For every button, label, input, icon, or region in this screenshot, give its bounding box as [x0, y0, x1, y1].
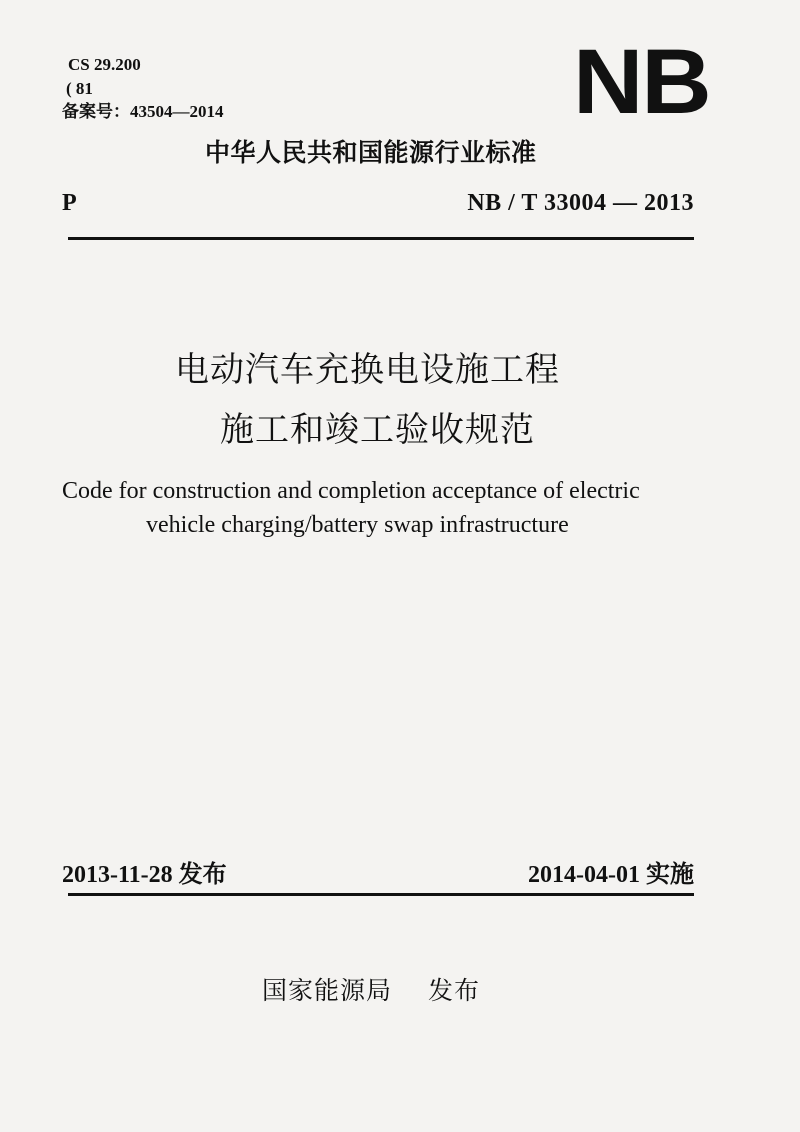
publisher-line [262, 971, 480, 1007]
classification-mark: P [62, 190, 77, 216]
publisher-action: 发布 [428, 976, 481, 1005]
ccs-code: ( 81 [66, 79, 93, 98]
title-cn-line1: 电动汽车充换电设施工程 [175, 350, 560, 390]
ics-code: CS 29.200 [68, 55, 141, 74]
implementation-label: 实施 [646, 860, 694, 888]
top-divider [68, 237, 694, 240]
publisher-name: 国家能源局 [262, 976, 393, 1005]
title-en-line2: vehicle charging/battery swap infrastructure [146, 512, 569, 538]
record-number: 备案号：43504—2014 [62, 102, 224, 121]
issue-date-line [62, 854, 227, 889]
title-en-line1: Code for construction and completion acceptance of electric [62, 478, 640, 504]
bottom-divider [68, 893, 694, 896]
issue-date: 2013-11-28 [62, 862, 173, 888]
title-cn-line2: 施工和竣工验收规范 [220, 410, 535, 450]
implementation-date: 2014-04-01 [528, 862, 640, 888]
standard-number: NB / T 33004 — 2013 [467, 190, 694, 216]
nb-logo: NB [573, 31, 710, 133]
implementation-date-line [528, 854, 694, 889]
issue-label: 发布 [178, 860, 227, 888]
standard-category: 中华人民共和国能源行业标准 [205, 138, 537, 167]
